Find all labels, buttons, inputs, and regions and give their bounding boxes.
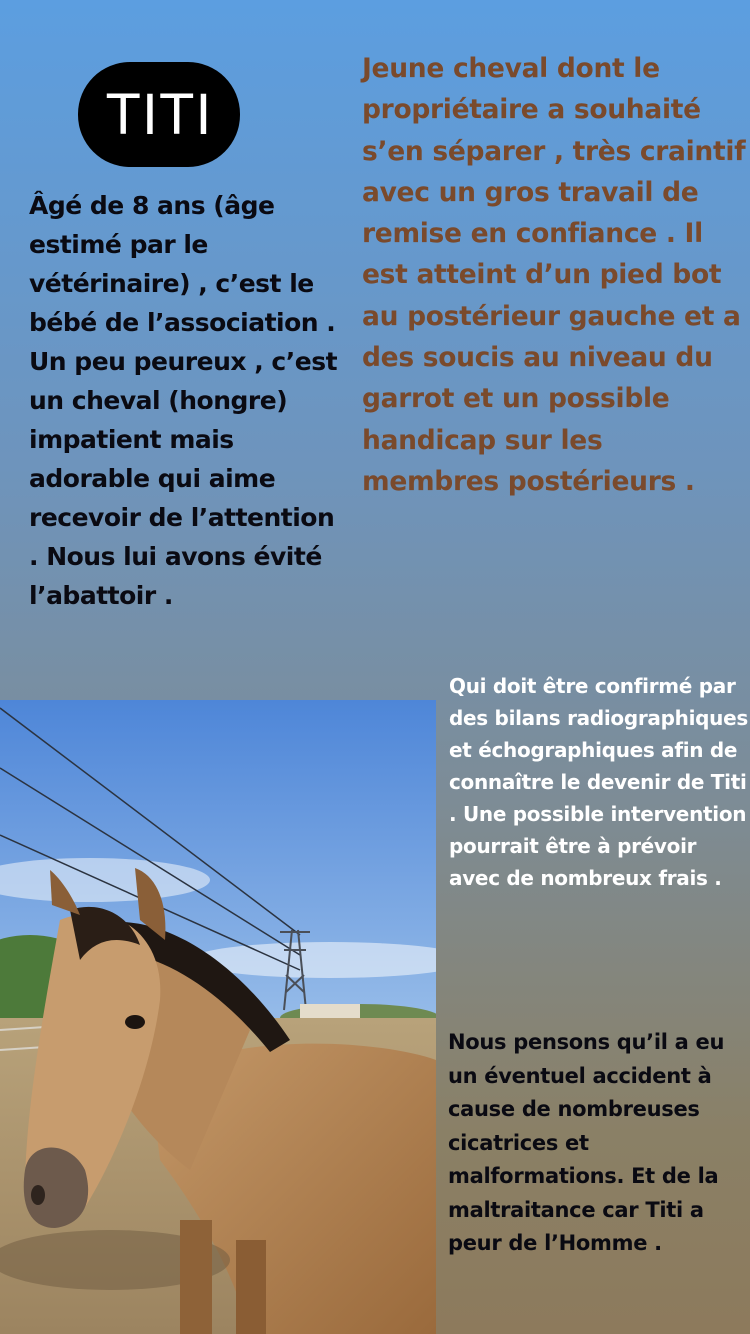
title-badge bbox=[78, 62, 240, 167]
description-past-text: Nous pensons qu’il a eu un éventuel accident à cause de nombreuses cicatrices et malformations. Et de la maltraitance car Titi a peur de l’Homme . bbox=[448, 1030, 725, 1255]
description-history-text: Jeune cheval dont le propriétaire a souhaité s’en séparer , très craintif avec un gros travail de remise en confiance . Il est atteint d’un pied bot au postérieur gauche et a des soucis au niveau du garrot et un possible handicap sur les membres postérieurs . bbox=[362, 53, 746, 497]
description-age-text: Âgé de 8 ans (âge estimé par le vétérinaire) , c’est le bébé de l’association . Un peu peureux , c’est un cheval (hongre) impatient mais adorable qui aime recevoir de l’attention . Nous lui avons évité l’abattoir . bbox=[29, 191, 338, 610]
horse-photo bbox=[0, 700, 436, 1334]
description-medical-text: Qui doit être confirmé par des bilans radiographiques et échographiques afin de connaître le devenir de Titi . Une possible intervention pourrait être à prévoir avec de nombreux frais . bbox=[449, 674, 748, 890]
horse-photo-illustration bbox=[0, 700, 436, 1334]
title-badge-text: TITI bbox=[105, 82, 213, 147]
